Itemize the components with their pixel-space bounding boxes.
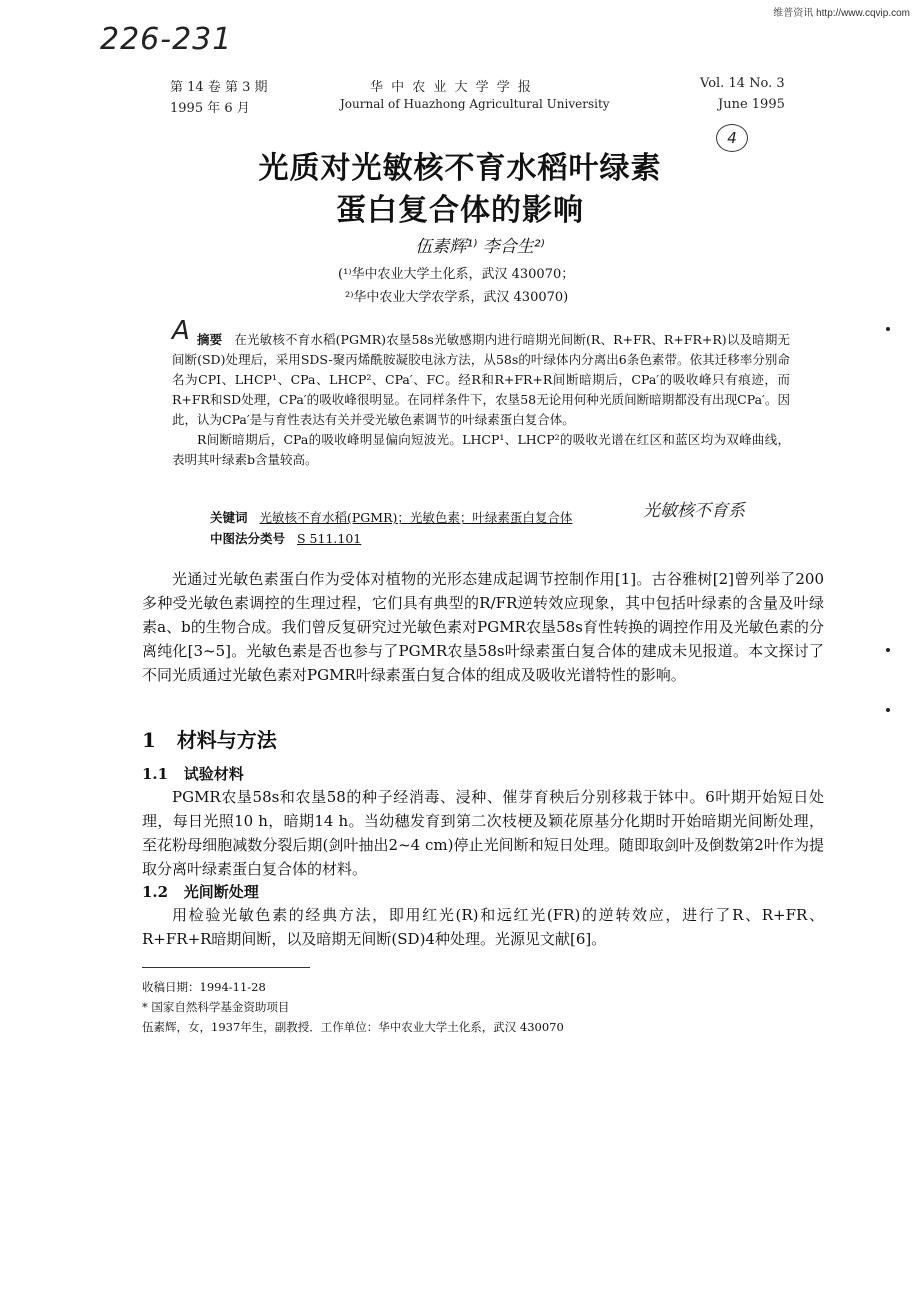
footnote-author: 伍素辉，女，1937年生，副教授．工作单位：华中农业大学土化系，武汉 430070 — [142, 1020, 564, 1034]
paper-title-line2: 蛋白复合体的影响 — [336, 193, 584, 228]
section-heading-1 — [142, 724, 277, 753]
authors: 伍素辉¹⁾ 李合生²⁾ — [415, 237, 545, 257]
volume-cn: 第 14 卷 第 3 期 — [170, 80, 268, 95]
section-1-1-paragraph: PGMR农垦58s和农垦58的种子经消毒、浸种、催芽育秧后分别移栽于钵中。6叶期开始短日处理，每日光照10 h，暗期14 h。当幼穗发育到第二次枝梗及颖花原基分化期时开始暗期光间断处理，至花粉母细胞减数分裂后期(剑叶抽出2~4 cm)停止光间断和短日处理。随即取剑叶及倒数第2叶作为提取分离叶绿素蛋白复合体的材料。 — [142, 788, 824, 878]
clc-line — [210, 529, 361, 547]
section-number: 1 — [142, 728, 156, 752]
scan-speck — [886, 648, 890, 652]
volume-en: Vol. 14 No. 3 — [700, 76, 785, 91]
journal-name-cn: 华 中 农 业 大 学 学 报 — [370, 80, 533, 95]
abstract-text-1: 在光敏核不育水稻(PGMR)农垦58s光敏感期内进行暗期光间断(R、R+FR、R+FR+R)以及暗期无间断(SD)处理后，采用SDS-聚丙烯酰胺凝胶电泳方法，从58s的叶绿体内分离出6条色素带。依其迁移率分别命名为CPI、LHCP¹、CPa、LHCP²、CPa′、FC。经R和R+FR+R间断暗期后，CPa′的吸收峰只有痕迹，而R+FR和SD处理，CPa′的吸收峰很明显。在同样条件下，农垦58无论用何种光质间断暗期都没有出现CPa′。因此，认为CPa′是与育性表达有关并受光敏色素调节的叶绿素蛋白复合体。 — [172, 332, 790, 427]
margin-annotation: A — [172, 316, 190, 346]
subsection-title: 光间断处理 — [183, 883, 259, 901]
paper-title-line1: 光质对光敏核不育水稻叶绿素 — [258, 151, 662, 186]
footnote-funding: * 国家自然科学基金资助项目 — [142, 1000, 290, 1014]
subsection-number: 1.2 — [142, 883, 169, 901]
abstract-label: 摘要 — [197, 332, 223, 347]
section-title: 材料与方法 — [176, 728, 277, 752]
date-en: June 1995 — [718, 97, 785, 112]
journal-name-en: Journal of Huazhong Agricultural University — [340, 97, 610, 111]
section-1-2-paragraph: 用检验光敏色素的经典方法，即用红光(R)和远红光(FR)的逆转效应，进行了R、R+FR、R+FR+R暗期间断，以及暗期无间断(SD)4种处理。光源见文献[6]。 — [142, 906, 824, 948]
section-1-1-body — [142, 785, 824, 881]
scan-speck — [886, 327, 890, 331]
section-1-2-body — [142, 903, 824, 951]
scan-speck — [886, 708, 890, 712]
subsection-title: 试验材料 — [183, 765, 244, 783]
handwritten-page-range: 226-231 — [100, 22, 233, 57]
circled-annotation: 4 — [716, 124, 748, 152]
affiliation-2: ²⁾华中农业大学农学系，武汉 430070) — [345, 290, 569, 305]
keywords-label: 关键词 — [210, 510, 248, 525]
keywords-line — [210, 508, 572, 526]
introduction — [142, 567, 824, 687]
subsection-heading-1-2 — [142, 881, 259, 902]
keywords: 光敏核不育水稻(PGMR)；光敏色素；叶绿素蛋白复合体 — [259, 510, 573, 525]
clc-number: S 511.101 — [297, 531, 362, 546]
affiliation-1: (¹⁾华中农业大学土化系，武汉 430070； — [338, 267, 575, 282]
subsection-number: 1.1 — [142, 765, 169, 783]
footnote-divider — [142, 967, 310, 968]
abstract-para-2: R间断暗期后，CPa的吸收峰明显偏向短波光。LHCP¹、LHCP²的吸收光谱在红区和蓝区均为双峰曲线，表明其叶绿素b含量较高。 — [172, 432, 790, 467]
watermark: 维普资讯 http://www.cqvip.com — [773, 8, 910, 19]
abstract-para-1 — [172, 330, 790, 430]
subsection-heading-1-1 — [142, 763, 244, 784]
intro-paragraph: 光通过光敏色素蛋白作为受体对植物的光形态建成起调节控制作用[1]。古谷雅树[2]曾列举了200多种受光敏色素调控的生理过程，它们具有典型的R/FR逆转效应现象，其中包括叶绿素的含量及叶绿素a、b的生物合成。我们曾反复研究过光敏色素对PGMR农垦58s育性转换的调控作用及光敏色素的分离纯化[3~5]。光敏色素是否也参与了PGMR农垦58s叶绿素蛋白复合体的建成未见报道。本文探讨了不同光质通过光敏色素对PGMR叶绿素蛋白复合体的组成及吸收光谱特性的影响。 — [142, 570, 824, 684]
abstract — [172, 330, 790, 470]
footnote-received: 收稿日期：1994-11-28 — [142, 980, 266, 994]
date-cn: 1995 年 6 月 — [170, 101, 250, 116]
clc-label: 中图法分类号 — [210, 531, 286, 546]
handwritten-keyword: 光敏核不育系 — [643, 501, 745, 521]
